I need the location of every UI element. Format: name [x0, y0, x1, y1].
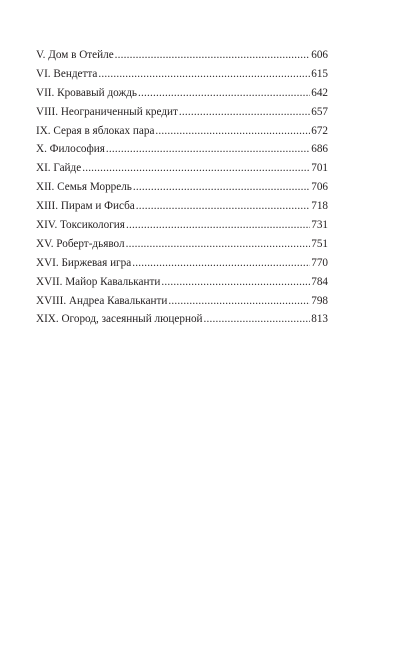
page-number: 798	[311, 294, 328, 307]
chapter-title: X. Философия	[36, 143, 105, 156]
toc-entry	[36, 178, 328, 197]
toc-entry	[36, 122, 328, 141]
dot-leader	[82, 159, 310, 178]
toc-entry	[36, 254, 328, 273]
page-number: 657	[311, 105, 328, 118]
toc-entry	[36, 235, 328, 254]
toc-entry	[36, 140, 328, 159]
dot-leader	[133, 178, 310, 197]
toc-entry	[36, 216, 328, 235]
chapter-title: VII. Кровавый дождь	[36, 86, 137, 99]
toc-entry	[36, 197, 328, 216]
dot-leader	[155, 122, 310, 141]
chapter-title: XI. Гайде	[36, 162, 82, 175]
dot-leader	[106, 140, 310, 159]
page-number: 731	[311, 219, 328, 232]
dot-leader	[126, 216, 310, 235]
chapter-title: XIII. Пирам и Фисба	[36, 200, 135, 213]
chapter-title: XV. Роберт-дьявол	[36, 237, 125, 250]
chapter-title: V. Дом в Отейле	[36, 49, 114, 61]
chapter-title: VI. Вендетта	[36, 67, 98, 80]
dot-leader	[132, 254, 310, 273]
toc-entry	[36, 84, 328, 103]
page-number: 606	[311, 49, 328, 61]
toc-entry	[36, 310, 328, 329]
chapter-title: VIII. Неограниченный кредит	[36, 105, 178, 118]
page-number: 672	[311, 124, 328, 137]
page-number: 784	[311, 275, 328, 288]
page-number: 706	[311, 181, 328, 194]
chapter-title: XII. Семья Моррель	[36, 181, 132, 194]
toc-entry	[36, 103, 328, 122]
dot-leader	[204, 310, 311, 329]
dot-leader	[161, 273, 310, 292]
page-number: 642	[311, 86, 328, 99]
chapter-title: XIV. Токсикология	[36, 219, 125, 232]
dot-leader	[115, 46, 311, 65]
chapter-title: XVII. Майор Кавальканти	[36, 275, 161, 288]
page-number: 718	[311, 200, 328, 213]
dot-leader	[98, 65, 310, 84]
page-number: 813	[311, 313, 328, 326]
toc-entry	[36, 46, 328, 65]
chapter-title: IX. Серая в яблоках пара	[36, 124, 155, 137]
dot-leader	[126, 235, 311, 254]
toc-entry	[36, 292, 328, 311]
dot-leader	[168, 292, 310, 311]
dot-leader	[179, 103, 310, 122]
page-number: 686	[311, 143, 328, 156]
toc-entry	[36, 65, 328, 84]
dot-leader	[136, 197, 310, 216]
chapter-title: XVIII. Андреа Кавальканти	[36, 294, 168, 307]
chapter-title: XIX. Огород, засеянный люцерной	[36, 313, 203, 326]
page-number: 770	[311, 256, 328, 269]
toc-entry	[36, 159, 328, 178]
dot-leader	[138, 84, 310, 103]
toc-entry	[36, 273, 328, 292]
table-of-contents	[36, 46, 328, 329]
page-number: 701	[311, 162, 328, 175]
page-number: 615	[311, 67, 328, 80]
page-number: 751	[311, 237, 328, 250]
chapter-title: XVI. Биржевая игра	[36, 256, 132, 269]
